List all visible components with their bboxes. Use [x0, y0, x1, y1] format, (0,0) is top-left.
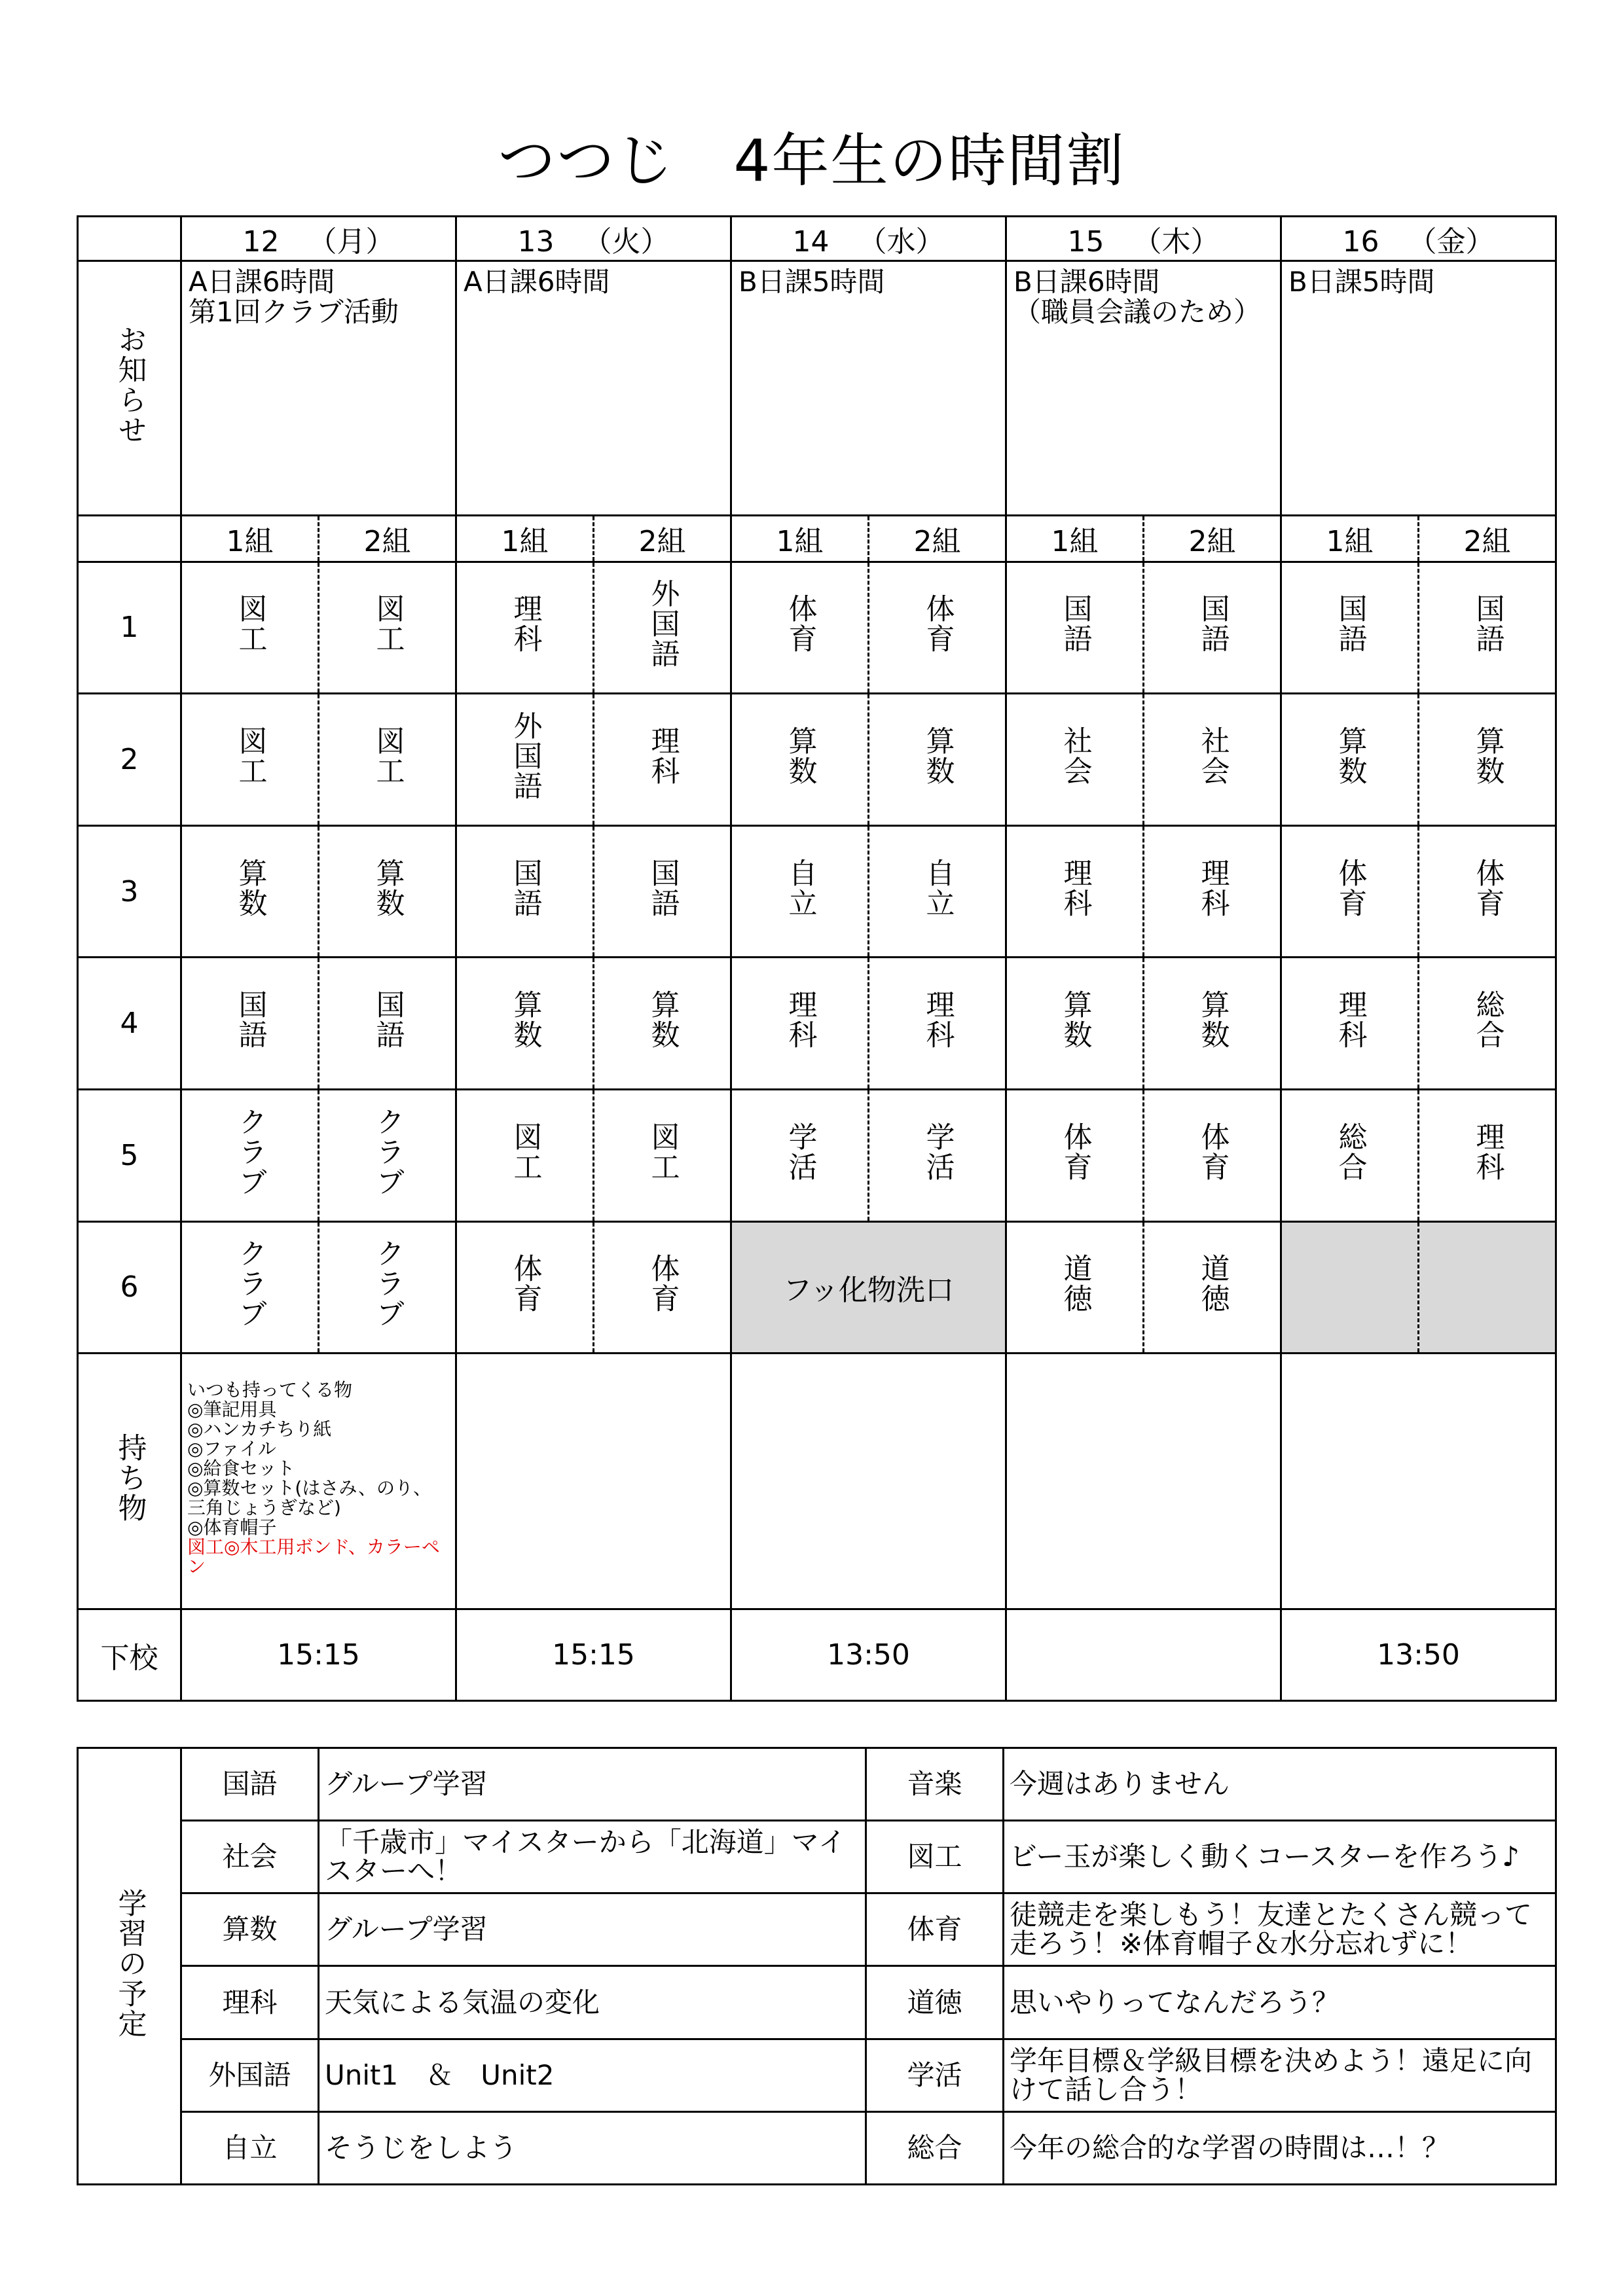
plan-subject: 図工: [866, 1821, 1004, 1893]
plan-subject: 算数: [181, 1893, 319, 1966]
empty-shaded-cell: [1419, 1221, 1556, 1354]
day-header: 12 （月）: [181, 217, 456, 261]
subject-cell: 算数: [1144, 958, 1281, 1090]
dismissal-time: [1006, 1609, 1281, 1701]
subject-cell: 自立: [869, 825, 1006, 958]
plan-subject: 自立: [181, 2111, 319, 2184]
notice-wed: B日課5時間: [731, 261, 1006, 516]
plan-subject: 総合: [866, 2111, 1004, 2184]
bring-label: 持ち物: [78, 1354, 181, 1609]
subject-cell: 体育: [1281, 825, 1419, 958]
subject-cell: クラブ: [181, 1090, 319, 1222]
subject-cell: 道徳: [1144, 1221, 1281, 1354]
plan-subject: 国語: [181, 1748, 319, 1821]
subject-cell: 国語: [319, 958, 456, 1090]
period-number: 1: [78, 562, 181, 694]
plan-topic: グループ学習: [319, 1748, 866, 1821]
subject-cell: 理科: [1419, 1090, 1556, 1222]
notice-tue: A日課6時間: [456, 261, 731, 516]
subject-cell: 理科: [731, 958, 869, 1090]
class-header: 1組: [181, 516, 319, 562]
plan-topic: ビー玉が楽しく動くコースターを作ろう♪: [1004, 1821, 1556, 1893]
class-header: 2組: [319, 516, 456, 562]
notice-fri: B日課5時間: [1281, 261, 1556, 516]
dismissal-label: 下校: [78, 1609, 181, 1701]
subject-cell: 総合: [1281, 1090, 1419, 1222]
notice-thu: B日課6時間 （職員会議のため）: [1006, 261, 1281, 516]
subject-cell: 国語: [1281, 562, 1419, 694]
subject-cell: 社会: [1006, 694, 1144, 826]
class-header: 2組: [594, 516, 731, 562]
bring-item: ◎算数セット(はさみ、のり、三角じょうぎなど): [187, 1477, 432, 1519]
dismissal-time: 15:15: [181, 1609, 456, 1701]
period-number: 3: [78, 825, 181, 958]
page-title: つつじ 4年生の時間割: [498, 127, 1125, 194]
plan-topic: グループ学習: [319, 1893, 866, 1966]
subject-cell: 総合: [1419, 958, 1556, 1090]
bring-item: ◎筆記用具: [187, 1399, 277, 1421]
subject-cell: クラブ: [319, 1221, 456, 1354]
subject-cell: 社会: [1144, 694, 1281, 826]
subject-cell: 国語: [1419, 562, 1556, 694]
subject-cell: 体育: [1144, 1090, 1281, 1222]
subject-cell: 国語: [181, 958, 319, 1090]
bring-item: ◎ファイル: [187, 1438, 276, 1460]
timetable: [77, 215, 1557, 1702]
plan-topic: 天気による気温の変化: [319, 1966, 866, 2039]
bring-items-tue: [456, 1354, 731, 1609]
bring-items-fri: [1281, 1354, 1556, 1609]
subject-cell: 国語: [456, 825, 594, 958]
bring-item-highlight: 図工◎木工用ボンド、カラーペン: [187, 1536, 440, 1578]
subject-cell: 体育: [869, 562, 1006, 694]
subject-cell: 体育: [731, 562, 869, 694]
subject-cell: 国語: [594, 825, 731, 958]
bring-items-thu: [1006, 1354, 1281, 1609]
subject-cell: 体育: [1006, 1090, 1144, 1222]
plan-topic: 学年目標＆学級目標を決めよう！遠足に向けて話し合う！: [1004, 2039, 1556, 2111]
plan-subject: 社会: [181, 1821, 319, 1893]
subject-cell: 国語: [1006, 562, 1144, 694]
bring-items-mon: [181, 1354, 456, 1609]
subject-cell: 算数: [181, 825, 319, 958]
subject-cell: 図工: [181, 562, 319, 694]
subject-cell: 理科: [1144, 825, 1281, 958]
bring-item: いつも持ってくる物: [187, 1379, 353, 1401]
plan-topic: 徒競走を楽しもう！友達とたくさん競って走ろう！※体育帽子＆水分忘れずに！: [1004, 1893, 1556, 1966]
dismissal-time: 13:50: [1281, 1609, 1556, 1701]
subject-cell: 道徳: [1006, 1221, 1144, 1354]
period-number: 5: [78, 1090, 181, 1222]
class-header: 1組: [456, 516, 594, 562]
day-header: 16 （金）: [1281, 217, 1556, 261]
subject-cell: 図工: [319, 694, 456, 826]
class-header: 1組: [731, 516, 869, 562]
class-header: 1組: [1006, 516, 1144, 562]
class-header: 2組: [1144, 516, 1281, 562]
bring-items-wed: [731, 1354, 1006, 1609]
subject-cell: 体育: [1419, 825, 1556, 958]
subject-cell: 算数: [731, 694, 869, 826]
subject-cell: 算数: [594, 958, 731, 1090]
subject-cell: 算数: [1006, 958, 1144, 1090]
bring-item: ◎給食セット: [187, 1458, 295, 1480]
dismissal-time: 15:15: [456, 1609, 731, 1701]
plan-topic: 「千歳市」マイスターから「北海道」マイスターへ！: [319, 1821, 866, 1893]
subject-cell: 算数: [456, 958, 594, 1090]
subject-cell: 理科: [456, 562, 594, 694]
subject-cell: クラブ: [181, 1221, 319, 1354]
notice-label: お知らせ: [78, 261, 181, 516]
class-corner: [78, 516, 181, 562]
notice-mon: A日課6時間 第1回クラブ活動: [181, 261, 456, 516]
subject-cell: 学活: [869, 1090, 1006, 1222]
plan-subject: 体育: [866, 1893, 1004, 1966]
period-number: 4: [78, 958, 181, 1090]
class-header: 1組: [1281, 516, 1419, 562]
subject-cell: クラブ: [319, 1090, 456, 1222]
plan-subject: 外国語: [181, 2039, 319, 2111]
empty-shaded-cell: [1281, 1221, 1419, 1354]
bring-item: ◎体育帽子: [187, 1516, 277, 1539]
day-header: 14 （水）: [731, 217, 1006, 261]
class-header: 2組: [1419, 516, 1556, 562]
plan-subject: 学活: [866, 2039, 1004, 2111]
subject-cell: 図工: [319, 562, 456, 694]
plan-topic: Unit1 ＆ Unit2: [319, 2039, 866, 2111]
subject-cell: 外国語: [456, 694, 594, 826]
period-number: 6: [78, 1221, 181, 1354]
period-number: 2: [78, 694, 181, 826]
class-header: 2組: [869, 516, 1006, 562]
plan-label: 学習の予定: [78, 1748, 181, 2185]
day-header: 13 （火）: [456, 217, 731, 261]
subject-cell: 算数: [1419, 694, 1556, 826]
subject-cell: 体育: [594, 1221, 731, 1354]
plan-topic: 思いやりってなんだろう？: [1004, 1966, 1556, 2039]
corner-cell: [78, 217, 181, 261]
subject-cell: 体育: [456, 1221, 594, 1354]
subject-cell: 算数: [1281, 694, 1419, 826]
plan-topic: 今週はありません: [1004, 1748, 1556, 1821]
fluoride-rinse-cell: フッ化物洗口: [731, 1221, 1006, 1354]
day-header: 15 （木）: [1006, 217, 1281, 261]
subject-cell: 外国語: [594, 562, 731, 694]
subject-cell: 自立: [731, 825, 869, 958]
subject-cell: 算数: [869, 694, 1006, 826]
subject-cell: 理科: [594, 694, 731, 826]
subject-cell: 図工: [181, 694, 319, 826]
plan-subject: 理科: [181, 1966, 319, 2039]
subject-cell: 国語: [1144, 562, 1281, 694]
study-plan-table: [77, 1747, 1557, 2185]
bring-item: ◎ハンカチちり紙: [187, 1418, 332, 1441]
plan-subject: 音楽: [866, 1748, 1004, 1821]
subject-cell: 算数: [319, 825, 456, 958]
dismissal-time: 13:50: [731, 1609, 1006, 1701]
subject-cell: 理科: [1006, 825, 1144, 958]
plan-subject: 道徳: [866, 1966, 1004, 2039]
plan-topic: そうじをしよう: [319, 2111, 866, 2184]
subject-cell: 理科: [1281, 958, 1419, 1090]
subject-cell: 理科: [869, 958, 1006, 1090]
plan-topic: 今年の総合的な学習の時間は…！？: [1004, 2111, 1556, 2184]
subject-cell: 図工: [456, 1090, 594, 1222]
subject-cell: 学活: [731, 1090, 869, 1222]
subject-cell: 図工: [594, 1090, 731, 1222]
